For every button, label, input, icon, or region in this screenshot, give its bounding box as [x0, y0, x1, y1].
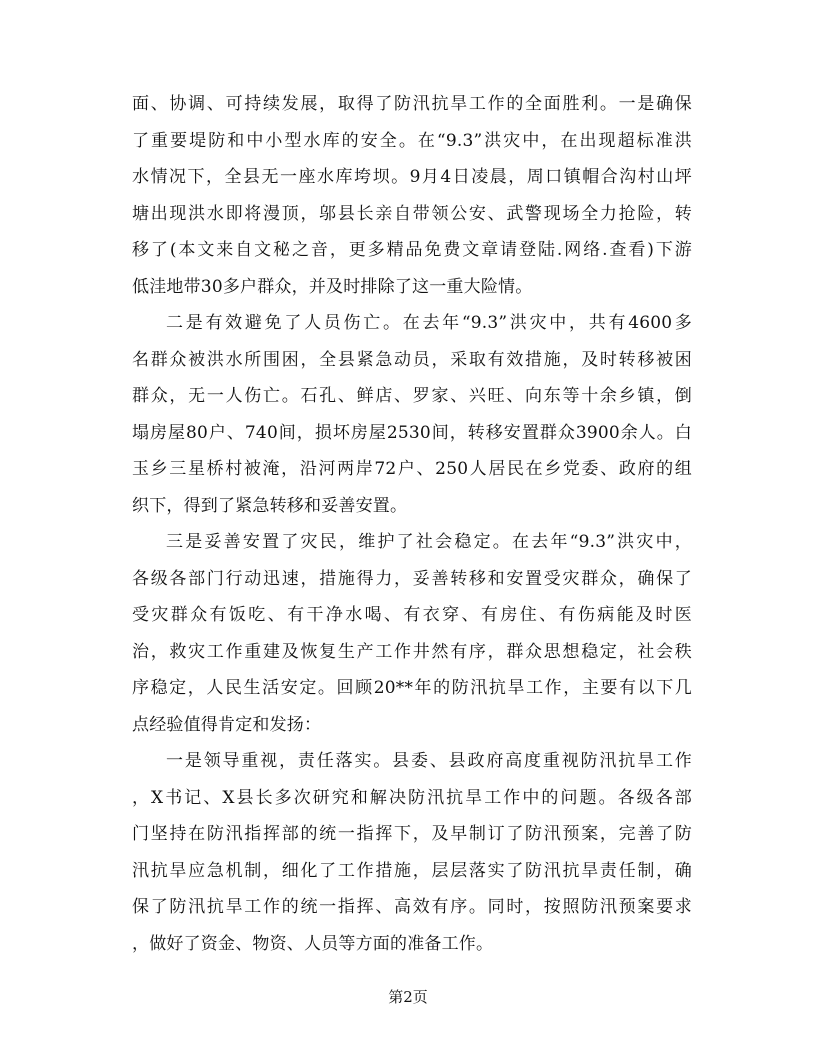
text-line: 受灾群众有饭吃、有干净水喝、有衣穿、有房住、有伤病能及时医 [132, 605, 692, 625]
text-line: ，做好了资金、物资、人员等方面的准备工作。 [132, 933, 494, 954]
paragraph-2 [132, 305, 692, 524]
text-line: 织下，得到了紧急转移和妥善安置。 [132, 495, 408, 516]
paragraph-3 [132, 524, 692, 743]
text-line: 各级各部门行动迅速，措施得力，妥善转移和安置受灾群众，确保了 [132, 568, 692, 589]
text-line: 低洼地带30多户群众，并及时排除了这一重大险情。 [132, 276, 533, 297]
text-line: 面、协调、可持续发展，取得了防汛抗旱工作的全面胜利。一是确保 [132, 94, 692, 114]
text-line: 群众，无一人伤亡。石孔、鲜店、罗家、兴旺、向东等十余乡镇，倒 [132, 386, 692, 406]
text-line: 点经验值得肯定和发扬： [132, 714, 322, 735]
text-line: 了重要堤防和中小型水库的安全。在“9.3”洪灾中，在出现超标准洪 [132, 130, 692, 151]
paragraph-1 [132, 86, 692, 305]
text-line: 塘出现洪水即将漫顶，邬县长亲自带领公安、武警现场全力抢险，转 [132, 203, 692, 224]
text-line: 名群众被洪水所围困，全县紧急动员，采取有效措施，及时转移被困 [132, 349, 692, 370]
text-line: 玉乡三星桥村被淹，沿河两岸72户、250人居民在乡党委、政府的组 [132, 459, 692, 479]
document-body [132, 86, 692, 962]
text-line: 治，救灾工作重建及恢复生产工作井然有序，群众思想稳定，社会秩 [132, 641, 692, 662]
text-line: 移了(本文来自文秘之音，更多精品免费文章请登陆.网络.查看)下游 [132, 240, 692, 260]
text-line: ，X书记、X县长多次研究和解决防汛抗旱工作中的问题。各级各部 [132, 787, 692, 808]
text-line: 水情况下，全县无一座水库垮坝。9月4日凌晨，周口镇帽合沟村山坪 [132, 167, 692, 187]
text-line: 一是领导重视，责任落实。县委、县政府高度重视防汛抗旱工作 [166, 751, 692, 771]
text-line: 序稳定，人民生活安定。回顾20**年的防汛抗旱工作，主要有以下几 [132, 678, 692, 698]
text-line: 保了防汛抗旱工作的统一指挥、高效有序。同时，按照防汛预案要求 [132, 897, 692, 917]
text-line: 二是有效避免了人员伤亡。在去年“9.3”洪灾中，共有4600多 [166, 313, 692, 333]
paragraph-4 [132, 743, 692, 962]
text-line: 门坚持在防汛指挥部的统一指挥下，及早制订了防汛预案，完善了防 [132, 824, 692, 844]
text-line: 汛抗旱应急机制，细化了工作措施，层层落实了防汛抗旱责任制，确 [132, 860, 692, 881]
text-line: 三是妥善安置了灾民，维护了社会稳定。在去年“9.3”洪灾中， [166, 532, 692, 552]
page-number: 第2页 [388, 988, 428, 1006]
text-line: 塌房屋80户、740间，损坏房屋2530间，转移安置群众3900余人。白 [132, 422, 692, 443]
